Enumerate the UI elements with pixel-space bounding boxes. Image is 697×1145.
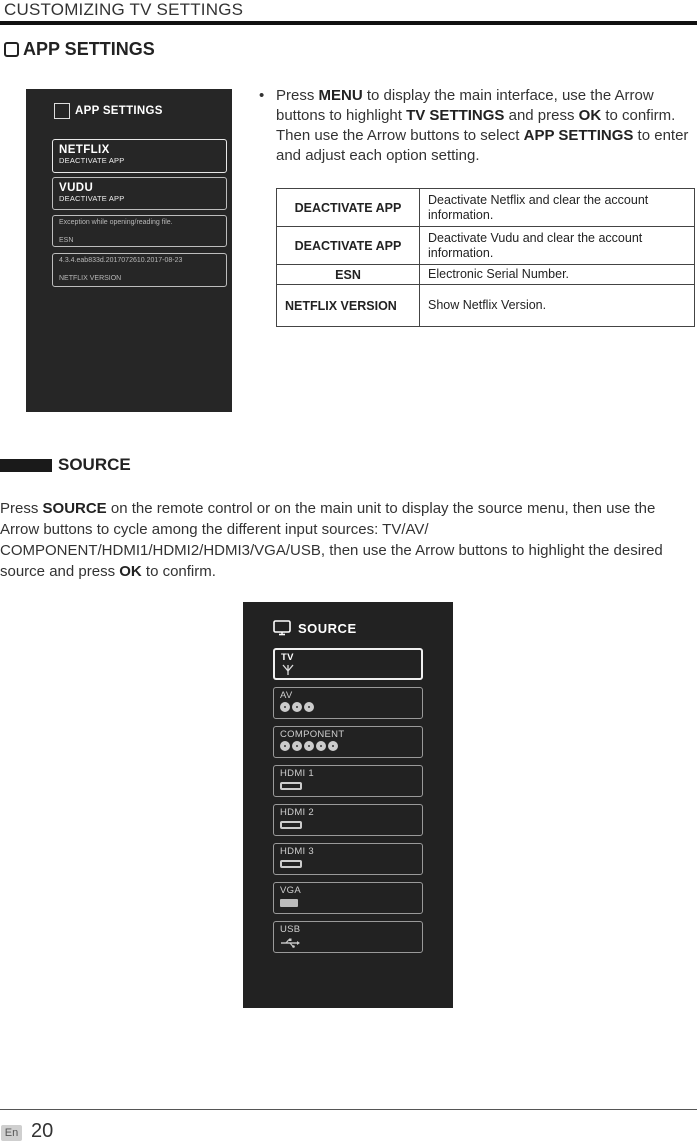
component-ports-icon xyxy=(280,741,416,751)
usb-icon xyxy=(280,938,300,948)
source-item-label: VGA xyxy=(280,885,301,896)
table-row xyxy=(277,265,695,285)
para-text: on the remote control or on the main unit to display the source menu, then use the Arrow buttons to cycle among the different input sources: TV/AV/ COMPONENT/HDMI1/HDMI2/HDMI3/VGA/USB, then use the Arrow buttons to highlight the desired source and press xyxy=(0,500,663,580)
app-settings-option-table xyxy=(276,188,695,327)
hdmi-port-icon xyxy=(280,821,302,829)
intro-text: to enter and adjust each option setting. xyxy=(276,127,689,164)
para-key-source: SOURCE xyxy=(42,500,107,517)
intro-text: to display the main interface, use the Arrow buttons to highlight xyxy=(276,87,654,124)
option-name: NETFLIX VERSION xyxy=(277,285,420,327)
screen-item-name: VUDU xyxy=(59,182,94,194)
source-instructions xyxy=(0,498,690,582)
screen-item-name: NETFLIX xyxy=(59,144,110,156)
intro-key-tv-settings: TV SETTINGS xyxy=(406,107,505,124)
para-key-ok: OK xyxy=(119,563,142,580)
screen-item-vudu xyxy=(52,177,227,210)
page-number: 20 xyxy=(31,1120,54,1142)
bullet-mark: • xyxy=(259,87,265,104)
vga-port-icon xyxy=(280,899,298,907)
screen-item-label: ESN xyxy=(59,237,74,244)
page-header-title: CUSTOMIZING TV SETTINGS xyxy=(4,0,244,19)
tv-monitor-icon xyxy=(273,620,291,636)
source-screen-title-text: SOURCE xyxy=(298,620,357,636)
app-settings-instructions xyxy=(276,86,690,166)
source-screen-title xyxy=(273,620,357,636)
source-item-av xyxy=(273,687,423,719)
intro-text: to confirm. Then use the Arrow buttons to select xyxy=(276,107,676,144)
language-badge: En xyxy=(1,1125,22,1141)
app-settings-screen xyxy=(26,89,232,412)
app-settings-heading-text: APP SETTINGS xyxy=(23,39,155,59)
table-row xyxy=(277,285,695,327)
screen-item-label: NETFLIX VERSION xyxy=(59,275,122,282)
source-heading-bar xyxy=(0,459,52,472)
screen-item-note: 4.3.4.eab833d.2017072610.2017-08-23 xyxy=(59,257,183,264)
app-settings-icon xyxy=(4,42,19,57)
option-name: DEACTIVATE APP xyxy=(277,227,420,265)
footer-rule xyxy=(0,1109,697,1110)
option-name: ESN xyxy=(277,265,420,285)
source-item-label: TV xyxy=(281,652,294,663)
screen-item-esn xyxy=(52,215,227,247)
source-item-label: HDMI 3 xyxy=(280,846,314,857)
hdmi-port-icon xyxy=(280,860,302,868)
header-rule xyxy=(0,21,697,25)
source-item-label: HDMI 1 xyxy=(280,768,314,779)
source-screen xyxy=(243,602,453,1008)
source-item-hdmi3 xyxy=(273,843,423,875)
source-heading-text: SOURCE xyxy=(58,455,131,474)
source-item-label: USB xyxy=(280,924,301,935)
table-row xyxy=(277,189,695,227)
antenna-icon xyxy=(281,664,295,676)
source-item-tv xyxy=(273,648,423,680)
source-heading xyxy=(0,455,131,475)
screen-item-netflix-version xyxy=(52,253,227,287)
app-settings-heading xyxy=(4,39,155,60)
intro-key-ok: OK xyxy=(578,107,602,124)
screen-item-sub: DEACTIVATE APP xyxy=(59,156,125,165)
option-description: Electronic Serial Number. xyxy=(420,265,695,285)
source-item-hdmi2 xyxy=(273,804,423,836)
screen-item-netflix xyxy=(52,139,227,173)
source-item-usb xyxy=(273,921,423,953)
source-item-label: COMPONENT xyxy=(280,729,345,740)
intro-text: and press xyxy=(504,107,579,124)
source-item-label: HDMI 2 xyxy=(280,807,314,818)
table-row xyxy=(277,227,695,265)
source-item-hdmi1 xyxy=(273,765,423,797)
option-description: Show Netflix Version. xyxy=(420,285,695,327)
app-settings-screen-title-text: APP SETTINGS xyxy=(75,105,163,117)
rca-ports-icon xyxy=(280,702,416,712)
intro-key-menu: MENU xyxy=(318,87,363,104)
screen-item-note: Exception while opening/reading file. xyxy=(59,219,173,226)
intro-key-app-settings: APP SETTINGS xyxy=(523,127,634,144)
para-text: Press xyxy=(0,500,43,517)
screen-item-sub: DEACTIVATE APP xyxy=(59,194,125,203)
option-name: DEACTIVATE APP xyxy=(277,189,420,227)
option-description: Deactivate Netflix and clear the account information. xyxy=(420,189,695,227)
hdmi-port-icon xyxy=(280,782,302,790)
source-item-component xyxy=(273,726,423,758)
para-text: to confirm. xyxy=(141,563,216,580)
source-item-vga xyxy=(273,882,423,914)
option-description: Deactivate Vudu and clear the account information. xyxy=(420,227,695,265)
intro-text: Press xyxy=(276,87,319,104)
app-settings-screen-title xyxy=(54,103,163,119)
app-settings-screen-icon xyxy=(54,103,70,119)
source-item-label: AV xyxy=(280,690,293,701)
